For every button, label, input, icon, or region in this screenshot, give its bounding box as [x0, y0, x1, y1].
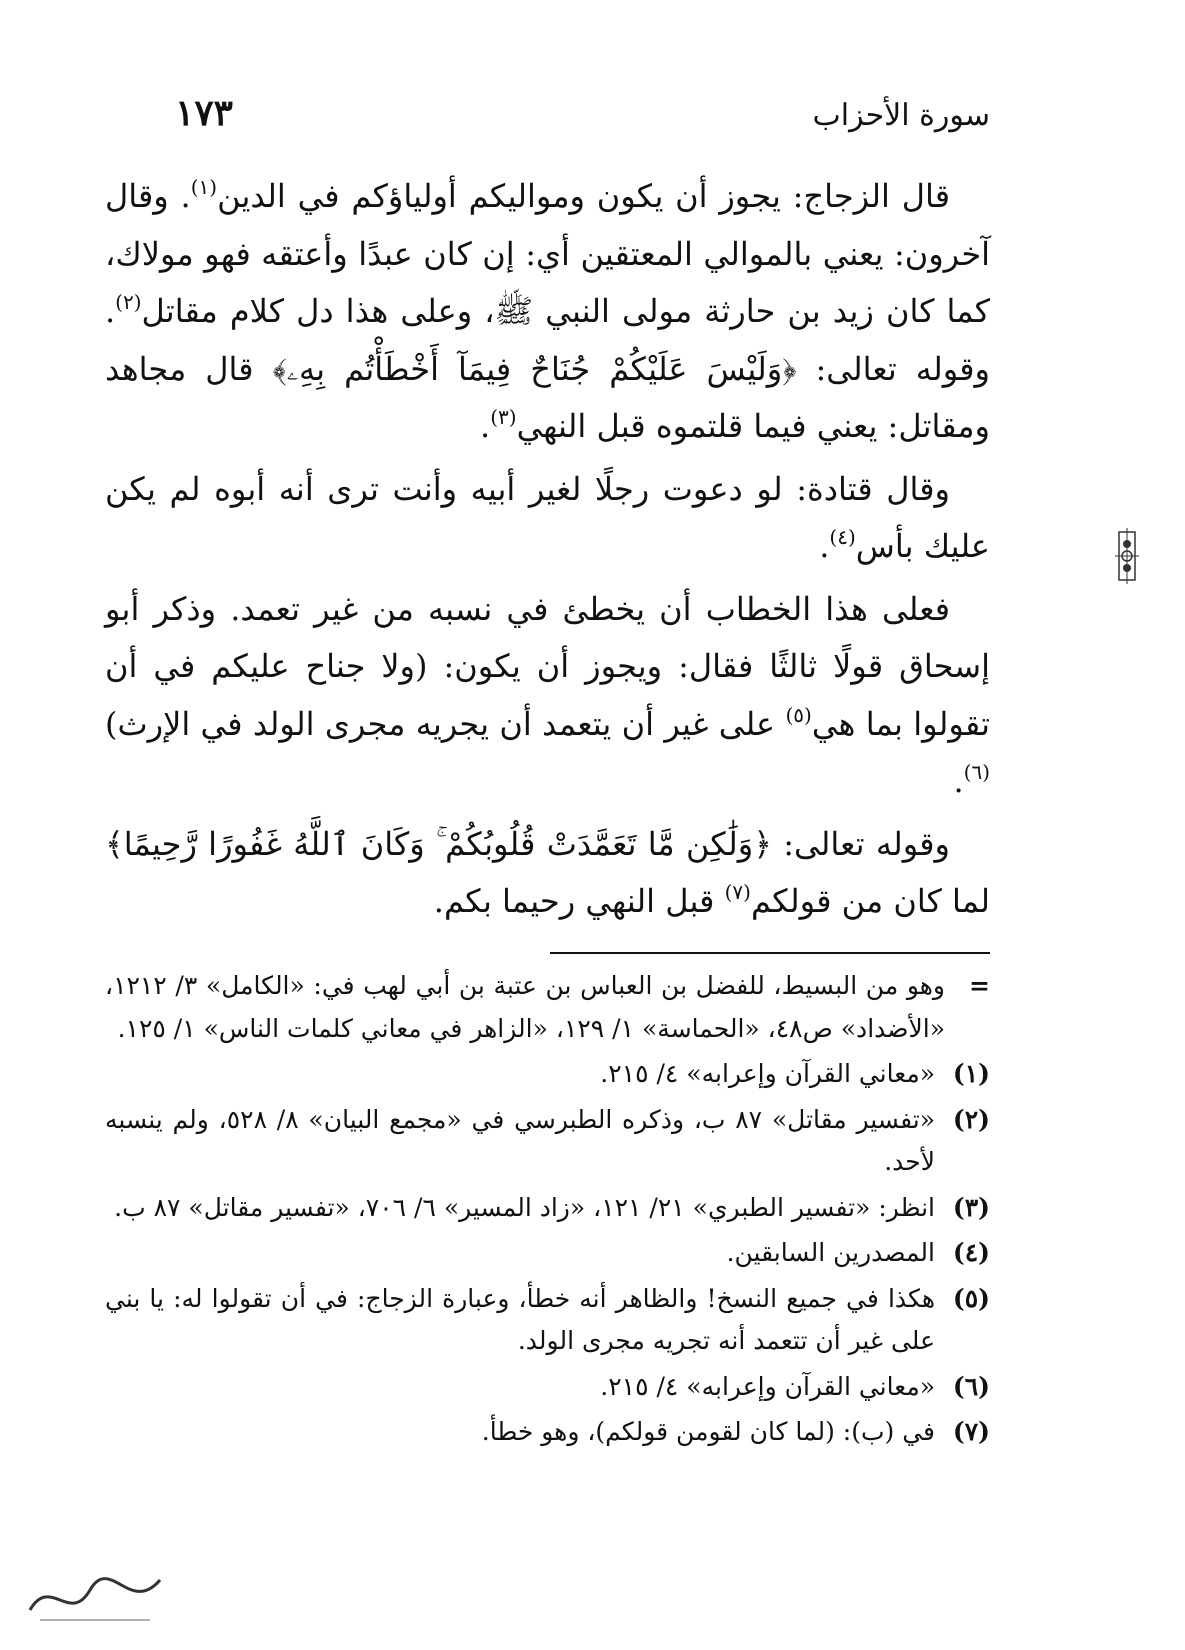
text-run: وقال قتادة: لو دعوت رجلًا لغير أبيه وأنت ترى أنه أبوه لم يكن عليك بأس	[105, 469, 990, 565]
text-run: .	[480, 407, 491, 445]
footnote-text: «معاني القرآن وإعرابه» ٤/ ٢١٥.	[600, 1371, 935, 1401]
footnote-2	[105, 1099, 990, 1184]
footnote-ref-2[interactable]: (٢)	[115, 290, 142, 314]
footnote-3	[105, 1187, 990, 1230]
text-run: وقوله تعالى: ﴿وَلَٰكِن مَّا تَعَمَّدَتْ قُلُوبُكُمْ ۚ وَكَانَ ٱللَّهُ غَفُورًا رَّحِيمًا﴾ لما كان من قولكم	[105, 824, 990, 920]
footnote-marker: (٤)	[952, 1238, 990, 1267]
page-number: ١٧٣	[175, 92, 234, 134]
footnote-marker: (٦)	[952, 1371, 990, 1401]
footnote-text: «معاني القرآن وإعرابه» ٤/ ٢١٥.	[600, 1059, 935, 1088]
text-run: قال الزجاج: يجوز أن يكون ومواليكم أولياؤكم في الدين	[217, 177, 951, 215]
paragraph-3	[105, 581, 990, 811]
footnote-ref-7[interactable]: (٧)	[724, 880, 751, 904]
footnote-1	[105, 1053, 990, 1096]
page-header	[175, 92, 990, 142]
paragraph-1	[105, 168, 990, 456]
footnote-marker: (٧)	[952, 1417, 990, 1446]
footnote-marker: (٣)	[952, 1192, 990, 1222]
footnote-marker: =	[969, 971, 990, 1000]
footnote-text: انظر: «تفسير الطبري» ٢١/ ١٢١، «زاد المسير» ٦/ ٧٠٦، «تفسير مقاتل» ٨٧ ب.	[114, 1192, 935, 1222]
footnote-text: في (ب): (لما كان لقومن قولكم)، وهو خطأ.	[481, 1417, 935, 1446]
publisher-logo-icon	[20, 1555, 170, 1635]
text-run: على غير أن يتعمد أن يجريه مجرى الولد في الإرث)	[105, 704, 786, 743]
footnote-6	[105, 1366, 990, 1409]
footnote-ref-5[interactable]: (٥)	[785, 702, 812, 727]
paragraph-4	[105, 816, 990, 931]
footnote-ref-3[interactable]: (٣)	[490, 405, 517, 429]
margin-ornament-icon	[1110, 525, 1144, 587]
footnote-ref-6[interactable]: (٦)	[963, 760, 990, 784]
footnote-4	[105, 1232, 990, 1275]
text-run: قبل النهي رحيما بكم.	[433, 882, 725, 920]
text-run: . وقال آخرون: يعني بالموالي المعتقين أي: إن كان عبدًا وأعتقه فهو مولاك، كما كان زيد بن حارثة مولى النبي ﷺ، وعلى هذا دل كلام مقاتل	[105, 177, 990, 330]
paragraph-2	[105, 461, 990, 576]
footnote-marker: (٢)	[952, 1104, 990, 1134]
text-run: فعلى هذا الخطاب أن يخطئ في نسبه من غير تعمد. وذكر أبو إسحاق قولًا ثالثًا فقال: ويجوز أن يكون: (ولا جناح عليكم في أن تقولوا بما هي	[105, 589, 991, 743]
text-run: . وقوله تعالى: ﴿وَلَيْسَ عَلَيْكُمْ جُنَاحٌ فِيمَآ أَخْطَأْتُم بِهِۦ﴾ قال مجاهد ومقاتل: يعني فيما قلتموه قبل النهي	[105, 292, 990, 445]
footnote-ref-4[interactable]: (٤)	[829, 525, 856, 549]
footnote-text: هكذا في جميع النسخ! والظاهر أنه خطأ، وعبارة الزجاج: في أن تقولوا له: يا بني على غير أن تتعمد أنه تجريه مجرى الولد.	[105, 1283, 935, 1355]
footnote-divider	[550, 952, 990, 954]
footnote-marker: (١)	[952, 1059, 990, 1088]
footnote-text: المصدرين السابقين.	[726, 1238, 935, 1267]
footnotes	[105, 965, 990, 1457]
footnote-7	[105, 1411, 990, 1454]
footnote-continuation	[105, 965, 990, 1050]
surah-title: سورة الأحزاب	[812, 98, 990, 133]
footnote-5	[105, 1278, 990, 1363]
footnote-text: «تفسير مقاتل» ٨٧ ب، وذكره الطبرسي في «مجمع البيان» ٨/ ٥٢٨، ولم ينسبه لأحد.	[105, 1104, 936, 1176]
text-run: .	[953, 762, 964, 800]
footnote-marker: (٥)	[952, 1283, 990, 1313]
footnote-text: وهو من البسيط، للفضل بن العباس بن عتبة بن أبي لهب في: «الكامل» ٣/ ١٢١٢، «الأضداد» ص٤٨، «الحماسة» ١/ ١٢٩، «الزاهر في معاني كلمات الناس» ١/ ١٢٥.	[105, 971, 945, 1043]
main-text	[105, 168, 990, 936]
footnote-ref-1[interactable]: (١)	[190, 175, 218, 199]
text-run: .	[819, 527, 830, 565]
